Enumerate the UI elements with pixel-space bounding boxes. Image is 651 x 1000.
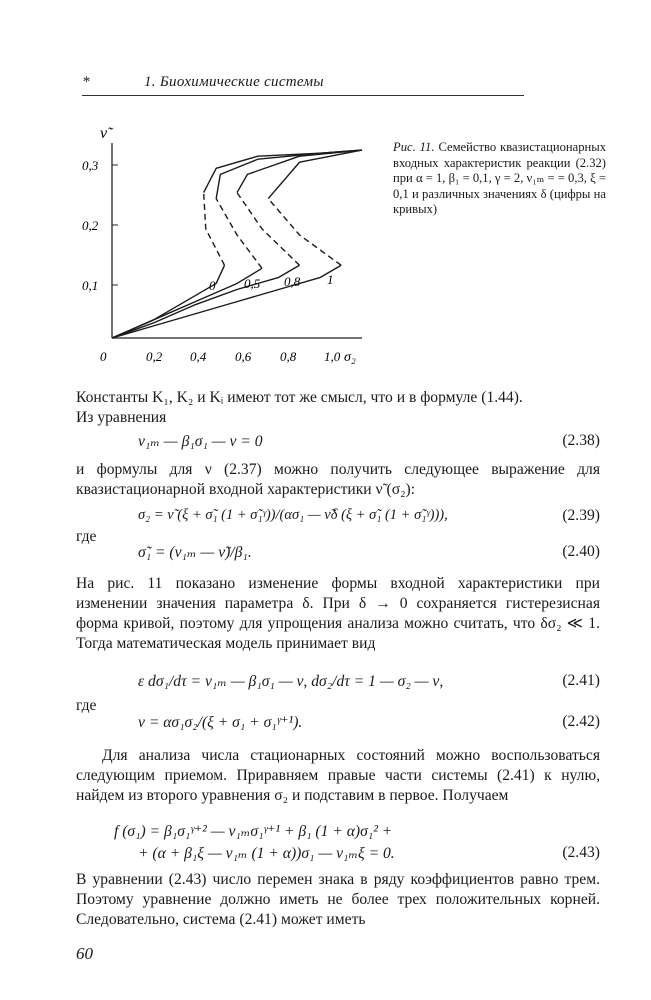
y-tick-label-2: 0,2 [82, 218, 99, 233]
paragraph-5: В уравнении (2.43) число перемен знака в ряду коэффициентов равно трем. Поэтому уравнение должно иметь не более трех положительных корней. Следовательно, система (2.41) может иметь [76, 871, 600, 928]
figure-11-chart [72, 118, 372, 378]
equation-2-43-number: (2.43) [562, 844, 600, 861]
curve-1-unstable-branch [216, 199, 262, 269]
curve-2-lower-branch [112, 265, 300, 338]
equation-2-40-body: σ̃₁ = (ν₁ₘ — ν̃)/β₁. [138, 544, 252, 561]
curve-2-unstable-branch [237, 193, 300, 266]
equation-2-43-line-2 [76, 844, 600, 866]
equation-2-41 [76, 672, 600, 694]
equation-2-42-number: (2.42) [562, 713, 600, 730]
curve-label-08: 0,8 [284, 274, 301, 289]
y-tick-label-3: 0,1 [82, 278, 99, 293]
equation-2-39 [76, 507, 600, 529]
page-number: 60 [76, 944, 93, 963]
header-title: 1. Биохимические системы [144, 74, 324, 90]
header-rule [82, 95, 524, 96]
y-tick-label-1: 0,3 [82, 158, 99, 173]
curve-0-unstable-branch [204, 193, 225, 266]
paragraph-1 [76, 388, 600, 428]
x-tick-label-3: 0,4 [190, 349, 207, 364]
equation-2-43-line-1-body: f (σ₁) = β₁σ₁ᵞ⁺² — ν₁ₘσ₁ᵞ⁺¹ + β₁ (1 + α)σ₁² + [114, 823, 393, 840]
curve-3-lower-branch [112, 265, 341, 338]
paragraph-2: и формулы для ν (2.37) можно получить следующее выражение для квазистационарной входной характеристики ν̃ (σ₂): [76, 461, 600, 498]
x-tick-label-5: 0,8 [280, 349, 297, 364]
curve-label-0: 0 [209, 278, 216, 293]
header-marker: * [82, 74, 90, 90]
where-label-1: где [76, 528, 97, 545]
equation-2-39-body: σ₂ = ν̃ (ξ + σ̃₁ (1 + σ̃₁ᵞ))/(ασ₁ — ν̃δ (ξ + σ̃₁ (1 + σ̃₁ᵞ))), [138, 507, 448, 523]
curve-label-05: 0,5 [244, 276, 261, 291]
equation-2-40 [76, 543, 600, 565]
paragraph-1-line-2: Из уравнения [76, 409, 167, 426]
equation-2-38-body: ν₁ₘ — β₁σ₁ — ν = 0 [138, 433, 263, 450]
equation-2-41-body: ε dσ₁/dτ = ν₁ₘ — β₁σ₁ — ν, dσ₂/dτ = 1 — σ₂ — ν, [138, 673, 444, 690]
curve-label-1: 1 [327, 272, 334, 287]
equation-2-38 [76, 432, 600, 454]
curve-1-lower-branch [112, 268, 262, 338]
paragraph-3: На рис. 11 показано изменение формы входной характеристики при изменении значения параметра δ. При δ → 0 сохраняется гистерезисная форма кривой, поэтому для упрощения анализа можно считать, что δσ₂ ≪ 1. Тогда математическая модель принимает вид [76, 575, 600, 652]
where-label-2: где [76, 697, 97, 714]
x-axis-label: σ₂ [344, 350, 356, 365]
equation-2-42 [76, 713, 600, 735]
caption-text: Семейство квазистационарных входных характеристик реакции (2.32) при α = 1, β₁ = 0,1, γ = 2, ν₁ₘ = = 0,3, ξ = 0,1 и различных значениях δ (цифры на кривых) [393, 140, 607, 217]
equation-2-42-body: ν = ασ₁σ₂/(ξ + σ₁ + σ₁ᵞ⁺¹). [138, 714, 303, 731]
figure-caption [393, 140, 606, 218]
paragraph-4: Для анализа числа стационарных состояний можно воспользоваться следующим приемом. Приравняем правые части системы (2.41) к нулю, найдем из второго уравнения σ₂ и подставим в первое. Получаем [76, 747, 600, 804]
paragraph-1-line-1: Константы K₁, K₂ и Kᵢ имеют тот же смысл, что и в формуле (1.44). [76, 389, 523, 406]
equation-2-43-line-2-body: + (α + β₁ξ — ν₁ₘ (1 + α))σ₁ — ν₁ₘξ = 0. [138, 845, 395, 862]
x-tick-label-1: 0 [100, 349, 107, 364]
chart-axes [112, 143, 362, 338]
chart-curves [112, 150, 362, 338]
x-tick-label-6: 1,0 [324, 349, 341, 364]
caption-lead: Рис. 11. [393, 140, 435, 154]
equation-2-39-number: (2.39) [562, 507, 600, 524]
equation-2-43-line-1 [76, 822, 600, 844]
equation-2-38-number: (2.38) [562, 432, 600, 449]
equation-2-40-number: (2.40) [562, 543, 600, 560]
x-tick-label-4: 0,6 [235, 349, 252, 364]
y-axis-label: ν̃ [100, 125, 108, 142]
x-tick-label-2: 0,2 [146, 349, 163, 364]
equation-2-41-number: (2.41) [562, 672, 600, 689]
curve-0-lower-branch [112, 265, 225, 338]
curve-3-unstable-branch [268, 199, 341, 266]
